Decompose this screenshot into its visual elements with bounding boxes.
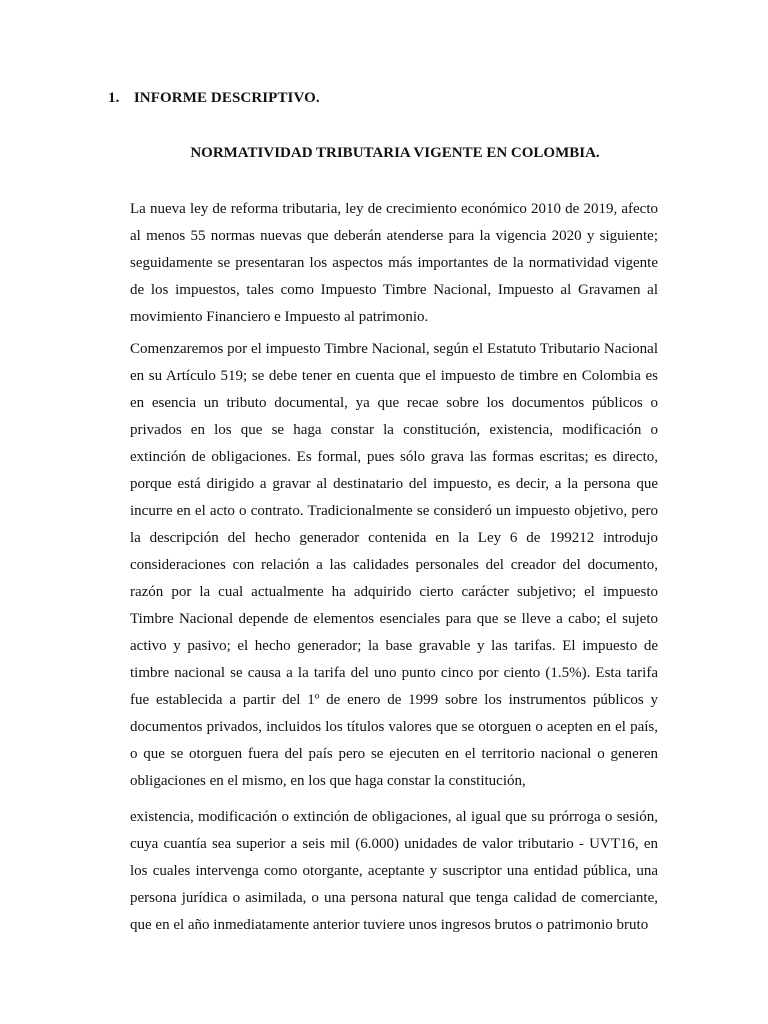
section-number: 1. — [108, 90, 120, 106]
paragraph-continuation: existencia, modificación o extinción de obligaciones, al igual que su prórroga o sesión, cuya cuantía sea superior a seis mil (6.000) unidades de valor tributario - UVT16, en los cuales intervenga como otorgante, aceptante y suscriptor una entidad pública, una persona jurídica o asimilada, o una persona natural que tenga calidad de comerciante, que en el año inmediatamente anterior tuviere unos ingresos brutos o patrimonio bruto — [130, 809, 658, 933]
section-heading — [108, 90, 320, 107]
document-subtitle: NORMATIVIDAD TRIBUTARIA VIGENTE EN COLOMBIA. — [190, 145, 600, 161]
paragraph-timbre: Comenzaremos por el impuesto Timbre Nacional, según el Estatuto Tributario Nacional en su Artículo 519; se debe tener en cuenta que el impuesto de timbre en Colombia es en esencia un tributo documental, ya que recae sobre los documentos públicos o privados en los que se haga constar la constitución, existencia, modificación o extinción de obligaciones. Es formal, pues sólo grava las formas escritas; es directo, porque está dirigido a gravar al destinatario del impuesto, es decir, a la persona que incurre en el acto o contrato. Tradicionalmente se consideró un impuesto objetivo, pero la descripción del hecho generador contenida en la Ley 6 de 199212 introdujo consideraciones con relación a las calidades personales del creador del documento, razón por la cual actualmente ha adquirido cierto carácter subjetivo; el impuesto Timbre Nacional depende de elementos esenciales para que se lleve a cabo; el sujeto activo y pasivo; el hecho generador; la base gravable y las tarifas. El impuesto de timbre nacional se causa a la tarifa del uno punto cinco por ciento (1.5%). Esta tarifa fue establecida a partir del 1º de enero de 1999 sobre los instrumentos públicos y documentos privados, incluidos los títulos valores que se otorguen o acepten en el país, o que se otorguen fuera del país pero se ejecuten en el territorio nacional o generen obligaciones en el mismo, en los que haga constar la constitución, — [130, 341, 658, 789]
section-title: INFORME DESCRIPTIVO. — [133, 90, 320, 106]
paragraph-intro: La nueva ley de reforma tributaria, ley de crecimiento económico 2010 de 2019, afecto al menos 55 normas nuevas que deberán atenderse para la vigencia 2020 y siguiente; seguidamente se presentaran los aspectos más importantes de la normatividad vigente de los impuestos, tales como Impuesto Timbre Nacional, Impuesto al Gravamen al movimiento Financiero e Impuesto al patrimonio. — [130, 201, 658, 325]
